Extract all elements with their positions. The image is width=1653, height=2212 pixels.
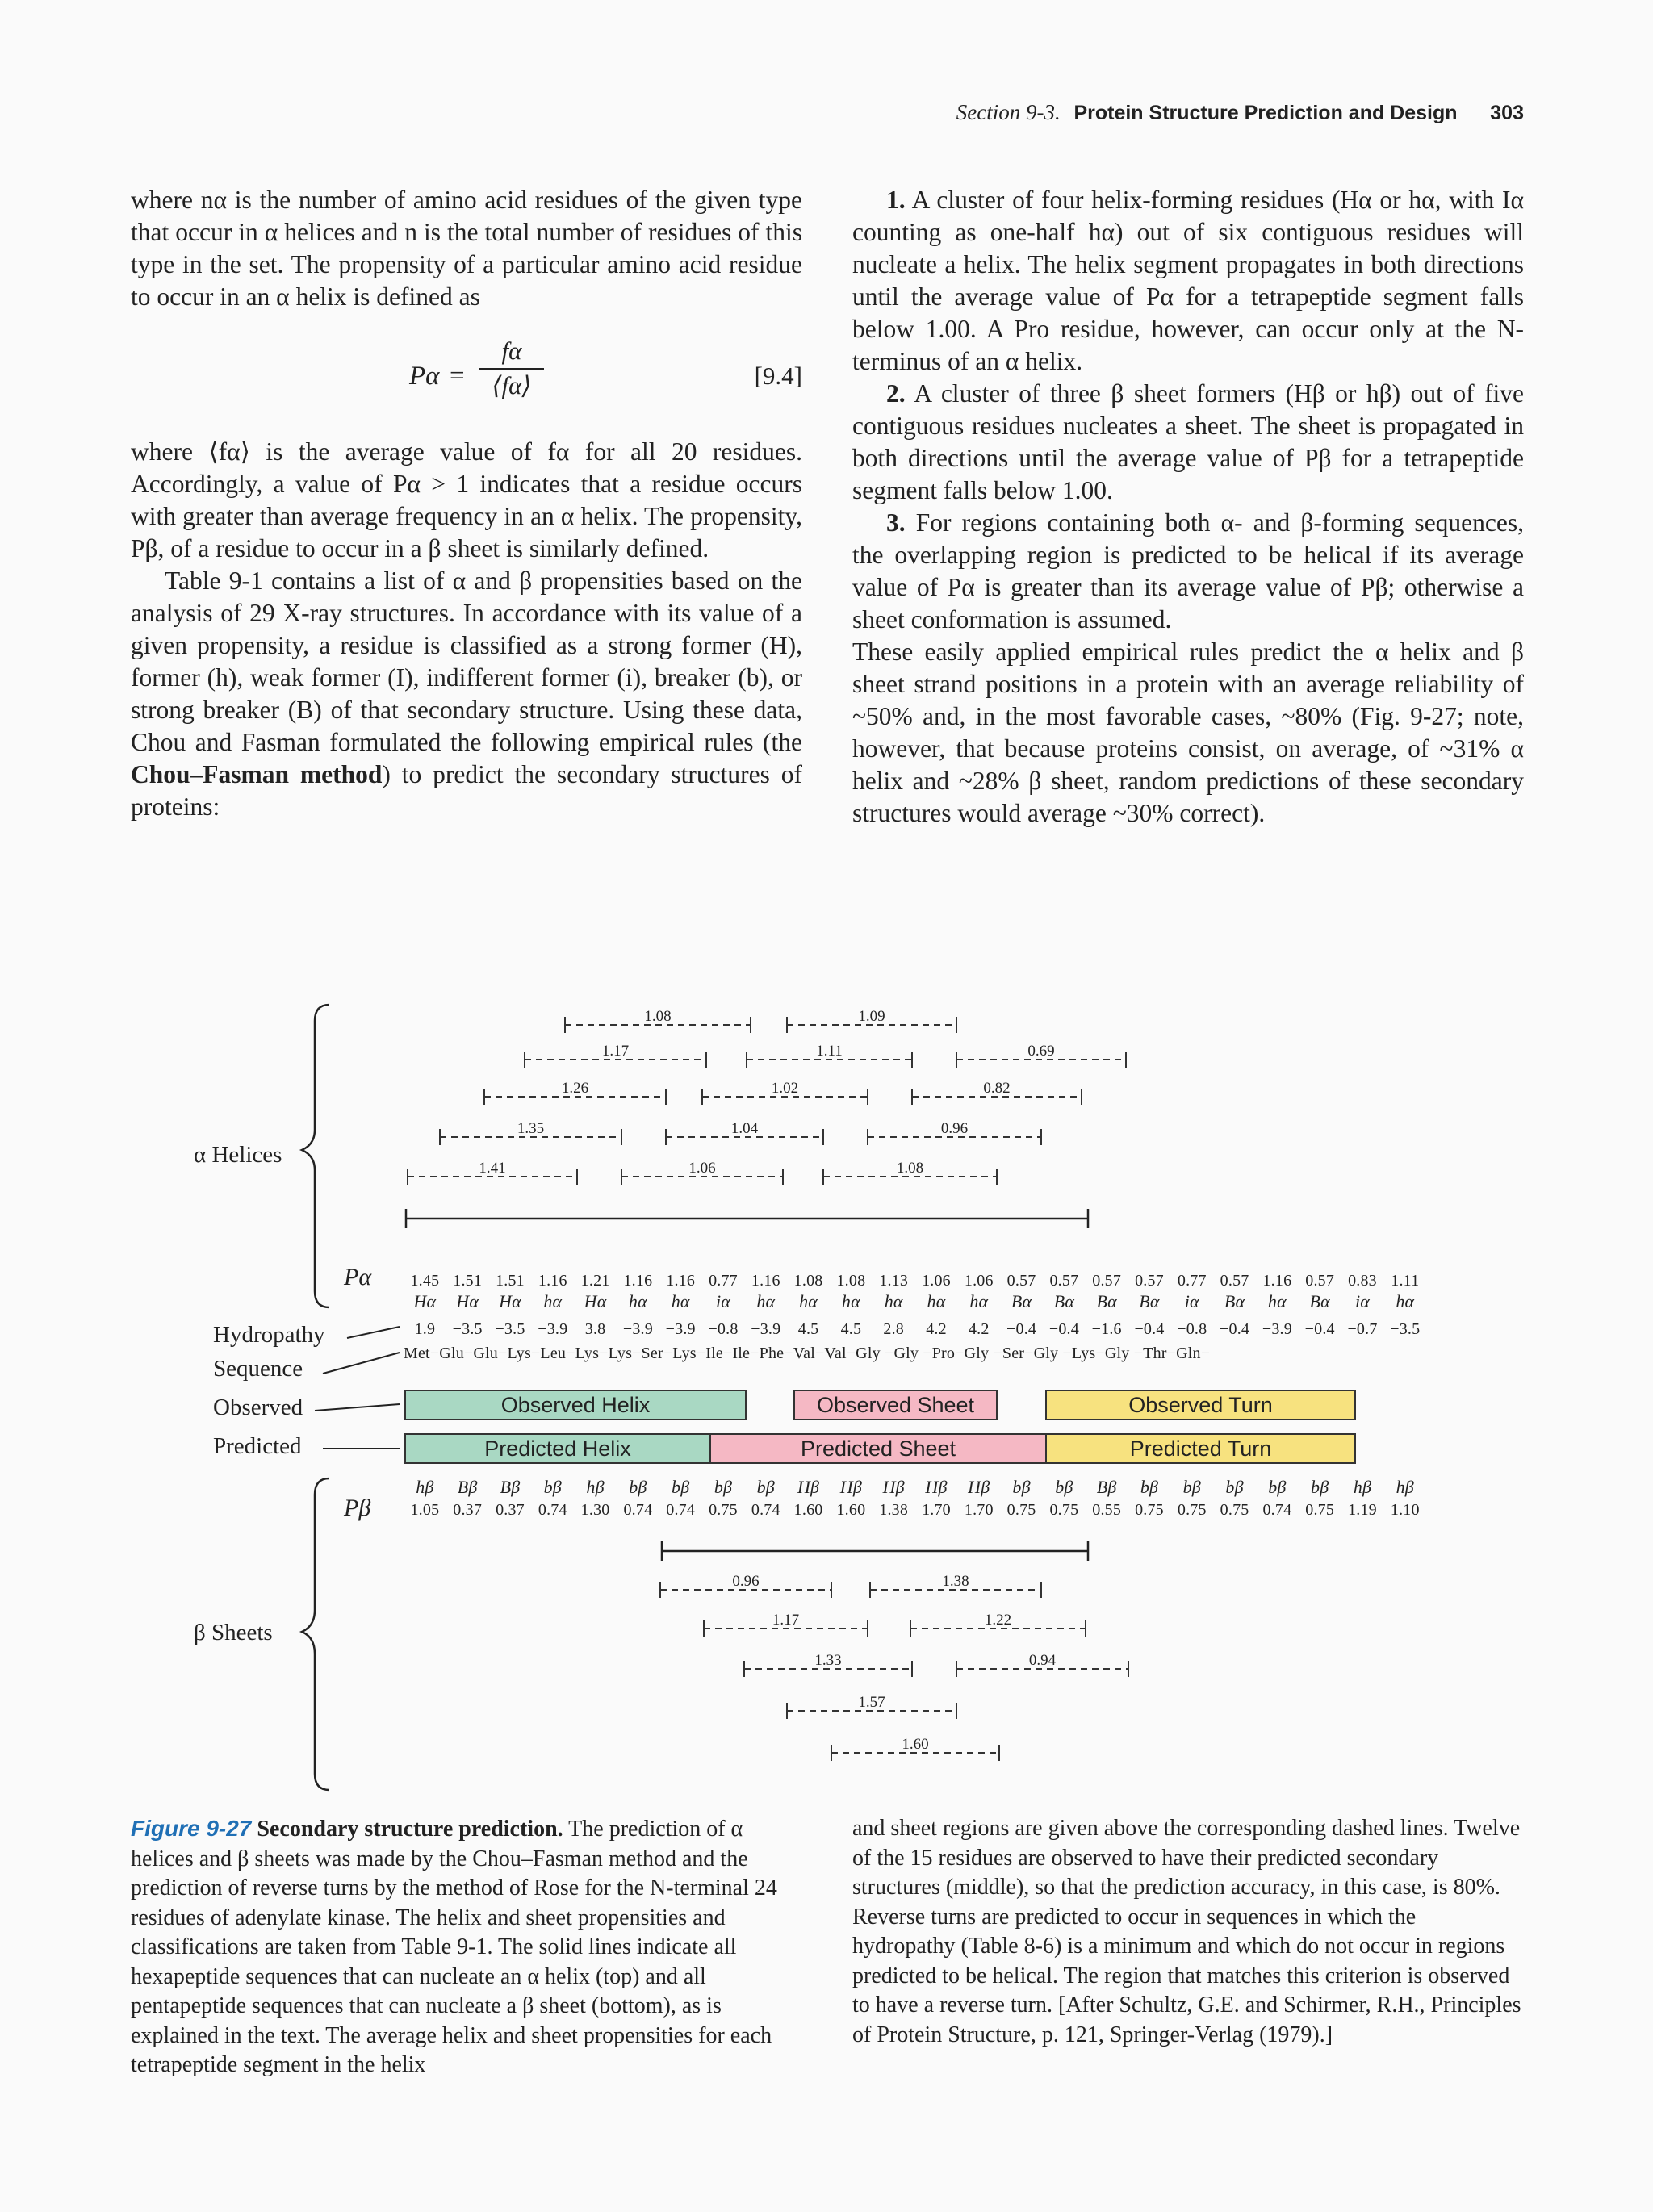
alpha-class: Bα <box>1309 1291 1330 1311</box>
p-alpha-value: 1.16 <box>751 1272 780 1290</box>
beta-class: Bβ <box>1096 1477 1117 1497</box>
alpha-segment-value: 1.26 <box>561 1080 589 1097</box>
alpha-class: hα <box>671 1291 690 1311</box>
alpha-segment-value: 1.35 <box>517 1120 545 1137</box>
page-number: 303 <box>1490 102 1524 124</box>
p-alpha-value: 0.57 <box>1092 1272 1122 1290</box>
alpha-segment-value: 1.41 <box>479 1160 506 1177</box>
beta-class: bβ <box>672 1477 690 1497</box>
left-column <box>131 184 802 823</box>
section-label: Section 9-3. <box>956 100 1061 124</box>
p-beta-label: Pβ <box>344 1495 371 1521</box>
beta-class: bβ <box>714 1477 733 1497</box>
alpha-segment-value: 1.11 <box>816 1043 843 1060</box>
p-beta-value: 1.05 <box>410 1501 440 1519</box>
p-beta-value: 1.10 <box>1390 1501 1420 1519</box>
beta-segment-value: 1.22 <box>984 1612 1012 1629</box>
hydropathy-value: −3.9 <box>751 1320 781 1338</box>
figure-caption-right <box>852 1814 1524 2050</box>
beta-class: hβ <box>586 1477 605 1497</box>
alpha-segment-value: 1.06 <box>688 1160 716 1177</box>
p-beta-value: 1.38 <box>879 1501 909 1519</box>
p-beta-value: 1.60 <box>793 1501 823 1519</box>
alpha-helices-label: α Helices <box>194 1142 282 1168</box>
observed-turn-band: Observed Turn <box>1045 1390 1356 1420</box>
p-alpha-value: 1.51 <box>496 1272 525 1290</box>
hydropathy-value: −1.6 <box>1091 1320 1122 1338</box>
hydropathy-value: 1.9 <box>414 1320 436 1338</box>
p-beta-value: 0.74 <box>1262 1501 1292 1519</box>
hydropathy-value: 3.8 <box>584 1320 606 1338</box>
alpha-class: Bα <box>1096 1291 1117 1311</box>
figure-title: Secondary structure prediction. <box>257 1817 563 1842</box>
hydropathy-value: −0.4 <box>1134 1320 1165 1338</box>
hydropathy-value: −0.8 <box>1177 1320 1207 1338</box>
p-alpha-value: 1.45 <box>410 1272 440 1290</box>
hydropathy-value: 4.5 <box>840 1320 862 1338</box>
p-alpha-value: 1.06 <box>922 1272 951 1290</box>
alpha-segment-value: 1.08 <box>896 1160 924 1177</box>
alpha-class: hα <box>927 1291 946 1311</box>
figure-9-27 <box>0 985 1653 1808</box>
p-alpha-value: 1.21 <box>580 1272 610 1290</box>
hydropathy-connector <box>347 1327 400 1338</box>
predicted-helix-band: Predicted Helix <box>404 1433 711 1464</box>
p-alpha-value: 1.08 <box>836 1272 866 1290</box>
beta-class: bβ <box>1140 1477 1159 1497</box>
beta-class: bβ <box>1311 1477 1329 1497</box>
hydropathy-value: −3.5 <box>495 1320 525 1338</box>
term-chou-fasman: Chou–Fasman method <box>131 760 383 788</box>
alpha-segment-value: 0.82 <box>983 1080 1011 1097</box>
beta-class: bβ <box>1225 1477 1244 1497</box>
p-alpha-value: 0.77 <box>1177 1272 1207 1290</box>
hydropathy-value: 4.5 <box>797 1320 819 1338</box>
p-beta-value: 0.74 <box>666 1501 696 1519</box>
beta-class: Hβ <box>882 1477 905 1497</box>
p-beta-value: 0.75 <box>1305 1501 1335 1519</box>
alpha-class: iα <box>1184 1291 1199 1311</box>
alpha-class: Bα <box>1011 1291 1032 1311</box>
alpha-class: iα <box>715 1291 731 1311</box>
alpha-class: Bα <box>1224 1291 1245 1311</box>
right-column <box>852 184 1524 830</box>
alpha-segment-value: 1.04 <box>730 1120 759 1137</box>
p-beta-value: 0.74 <box>623 1501 653 1519</box>
alpha-class: Hα <box>499 1291 521 1311</box>
beta-segment-value: 1.38 <box>942 1573 969 1590</box>
equation-9-4: Pα = $\frac{f\alpha}{⟨f\alpha⟩}$ [9.4] <box>131 328 802 424</box>
figure-label: Figure 9-27 <box>131 1816 252 1841</box>
beta-class: Bβ <box>457 1477 478 1497</box>
alpha-class: hα <box>756 1291 776 1311</box>
paragraph: where nα is the number of amino acid residues of the given type that occur in α helices and n is the total number of residues of this type in the set. The propensity of a particular amino acid residue to occur in an α helix is defined as <box>131 186 802 311</box>
p-beta-value: 0.75 <box>1049 1501 1079 1519</box>
caption-text: and sheet regions are given above the corresponding dashed lines. Twelve of the 15 residues are observed to have their predicted secondary structures (middle), so that the prediction accuracy, in this case, is 80%. Reverse turns are predicted to occur in sequences in which the hydropathy (Table 8-6) is a minimum and which do not occur in regions predicted to be helical. The region that matches this criterion is observed to have a reverse turn. [After Schultz, G.E. and Schirmer, R.H., Principles of Protein Structure, p. 121, Springer-Verlag (1979).] <box>852 1816 1521 2047</box>
p-beta-value: 0.37 <box>496 1501 525 1519</box>
sequence-connector <box>323 1353 400 1374</box>
alpha-class: hα <box>543 1291 563 1311</box>
equation-denominator: ⟨fα⟩ <box>492 371 532 399</box>
alpha-class: hα <box>884 1291 903 1311</box>
p-alpha-value: 0.57 <box>1220 1272 1249 1290</box>
alpha-class: hα <box>1396 1291 1415 1311</box>
alpha-segment-value: 0.69 <box>1027 1043 1055 1060</box>
equation-number: [9.4] <box>754 362 802 390</box>
p-alpha-value: 1.16 <box>1262 1272 1292 1290</box>
p-alpha-value: 1.08 <box>793 1272 823 1290</box>
beta-segment-value: 0.94 <box>1028 1652 1057 1669</box>
alpha-brace <box>302 1005 329 1307</box>
p-alpha-value: 0.57 <box>1049 1272 1079 1290</box>
alpha-segment-value: 1.17 <box>601 1043 630 1060</box>
predicted-label: Predicted <box>213 1433 302 1459</box>
alpha-class: iα <box>1354 1291 1371 1311</box>
hydropathy-value: −0.4 <box>1304 1320 1335 1338</box>
p-alpha-value: 0.77 <box>709 1272 738 1290</box>
beta-class: Hβ <box>968 1477 990 1497</box>
beta-class: bβ <box>756 1477 775 1497</box>
p-alpha-value: 1.11 <box>1391 1272 1420 1290</box>
alpha-class: Hα <box>413 1291 437 1311</box>
hydropathy-value: 4.2 <box>926 1320 947 1338</box>
beta-segment-value: 0.96 <box>732 1573 760 1590</box>
beta-class: hβ <box>1396 1477 1414 1497</box>
p-beta-value: 0.75 <box>709 1501 738 1519</box>
alpha-class: hα <box>841 1291 860 1311</box>
beta-segment-value: 1.57 <box>858 1694 885 1711</box>
figure-caption-left <box>131 1814 802 2080</box>
paragraph: where ⟨fα⟩ is the average value of fα for all 20 residues. Accordingly, a value of Pα > 1 indicates that a residue occurs with greater than average frequency in an α helix. The propensity, Pβ, of a residue to occur in a β sheet is similarly defined. <box>131 437 802 562</box>
alpha-class: Hα <box>456 1291 479 1311</box>
p-beta-value: 0.55 <box>1092 1501 1122 1519</box>
hydropathy-value: −0.4 <box>1220 1320 1250 1338</box>
p-beta-value: 0.75 <box>1006 1501 1036 1519</box>
alpha-class: Bα <box>1139 1291 1160 1311</box>
rule-2: 2. A cluster of three β sheet formers (Hβ or hβ) out of five contiguous residues nucleates a sheet. The sheet is propagated in both directions until the average value of Pβ for a tetrapeptide segment falls below 1.00. <box>852 379 1524 504</box>
hydropathy-value: −0.4 <box>1048 1320 1079 1338</box>
beta-brace <box>302 1478 329 1790</box>
p-alpha-value: 0.57 <box>1135 1272 1164 1290</box>
p-alpha-value: 1.51 <box>453 1272 483 1290</box>
hydropathy-value: −3.9 <box>622 1320 653 1338</box>
p-beta-value: 0.75 <box>1177 1501 1207 1519</box>
alpha-segment-value: 1.09 <box>858 1008 885 1025</box>
alpha-class: Hα <box>584 1291 607 1311</box>
predicted-sheet-band: Predicted Sheet <box>709 1433 1047 1464</box>
hydropathy-label: Hydropathy <box>213 1322 325 1348</box>
equation-lhs: Pα <box>409 362 440 391</box>
equation-numerator: fα <box>479 336 544 370</box>
beta-class: Hβ <box>797 1477 820 1497</box>
beta-class: Hβ <box>925 1477 948 1497</box>
hydropathy-value: −0.8 <box>708 1320 739 1338</box>
caption-text: The prediction of α helices and β sheets was made by the Chou–Fasman method and the prediction of reverse turns by the method of Rose for the N-terminal 24 residues of adenylate kinase. The helix and sheet propensities and classifications are taken from Table 9-1. The solid lines indicate all hexapeptide sequences that can nucleate an α helix (top) and all pentapeptide sequences that can nucleate a β sheet (bottom), as is explained in the text. The average helix and sheet propensities for each tetrapeptide segment in the helix <box>131 1817 777 2077</box>
hydropathy-value: −3.5 <box>452 1320 483 1338</box>
observed-helix-band: Observed Helix <box>404 1390 747 1420</box>
paragraph: Table 9-1 contains a list of α and β propensities based on the analysis of 29 X-ray structures. In accordance with its value of a given propensity, a residue is classified as a strong former (H), former (h), weak former (I), indifferent former (i), breaker (b), or strong breaker (B) of that secondary structure. Using these data, Chou and Fasman formulated the following empirical rules (the Chou–Fasman method) to predict the secondary structures of proteins: <box>131 567 802 821</box>
beta-segment-value: 1.60 <box>902 1736 929 1753</box>
p-alpha-value: 1.13 <box>879 1272 909 1290</box>
alpha-class: hα <box>1267 1291 1287 1311</box>
p-beta-value: 1.70 <box>964 1501 994 1519</box>
p-beta-value: 1.30 <box>580 1501 610 1519</box>
paragraph: These easily applied empirical rules predict the α helix and β sheet strand positions in a protein with an average reliability of ~50% and, in the most favorable cases, ~80% (Fig. 9-27; note, however, that because proteins consist, on average, of ~31% α helix and ~28% β sheet, random predictions of these secondary structures would average ~30% correct). <box>852 638 1524 827</box>
hydropathy-value: −3.5 <box>1390 1320 1421 1338</box>
beta-class: Hβ <box>839 1477 863 1497</box>
beta-class: bβ <box>1055 1477 1073 1497</box>
alpha-class: Bα <box>1053 1291 1075 1311</box>
alpha-segment-value: 0.96 <box>940 1120 969 1137</box>
observed-connector <box>315 1404 400 1411</box>
alpha-class: hα <box>799 1291 818 1311</box>
observed-sheet-band: Observed Sheet <box>793 1390 998 1420</box>
p-alpha-value: 1.16 <box>623 1272 653 1290</box>
alpha-class: hα <box>628 1291 647 1311</box>
p-beta-value: 0.74 <box>538 1501 567 1519</box>
equation-fraction <box>479 336 544 402</box>
beta-class: bβ <box>1182 1477 1201 1497</box>
p-alpha-value: 0.57 <box>1006 1272 1036 1290</box>
beta-class: bβ <box>1268 1477 1287 1497</box>
observed-label: Observed <box>213 1395 303 1420</box>
beta-sheets-label: β Sheets <box>194 1620 273 1645</box>
p-beta-value: 1.19 <box>1348 1501 1377 1519</box>
p-beta-value: 1.60 <box>836 1501 866 1519</box>
beta-class: hβ <box>1353 1477 1372 1497</box>
hydropathy-value: 2.8 <box>883 1320 904 1338</box>
beta-segment-value: 1.33 <box>814 1652 842 1669</box>
sequence-label: Sequence <box>213 1356 303 1382</box>
p-alpha-label: Pα <box>344 1264 372 1290</box>
chapter-title: Protein Structure Prediction and Design <box>1073 102 1458 124</box>
p-alpha-value: 1.16 <box>666 1272 696 1290</box>
beta-class: hβ <box>416 1477 434 1497</box>
beta-class: bβ <box>1012 1477 1031 1497</box>
alpha-class: hα <box>969 1291 989 1311</box>
hydropathy-value: −0.7 <box>1347 1320 1378 1338</box>
p-alpha-value: 1.06 <box>964 1272 994 1290</box>
rule-1: 1. A cluster of four helix-forming residues (Hα or hα, with Iα counting as one-half hα) out of six contiguous residues will nucleate a helix. The helix segment propagates in both directions until the average value of Pα for a tetrapeptide segment falls below 1.00. A Pro residue, however, can occur only at the N-terminus of an α helix. <box>852 186 1525 375</box>
p-beta-value: 0.37 <box>453 1501 483 1519</box>
p-beta-value: 1.70 <box>922 1501 951 1519</box>
hydropathy-value: −3.9 <box>1262 1320 1292 1338</box>
p-beta-value: 0.74 <box>751 1501 780 1519</box>
p-beta-value: 0.75 <box>1135 1501 1164 1519</box>
beta-class: bβ <box>543 1477 562 1497</box>
alpha-segment-value: 1.02 <box>771 1080 799 1097</box>
running-header <box>956 100 1524 125</box>
hydropathy-value: 4.2 <box>968 1320 990 1338</box>
hydropathy-value: −0.4 <box>1006 1320 1037 1338</box>
predicted-turn-band: Predicted Turn <box>1045 1433 1356 1464</box>
beta-class: Bβ <box>500 1477 521 1497</box>
beta-segment-value: 1.17 <box>772 1612 800 1629</box>
hydropathy-value: −3.9 <box>665 1320 696 1338</box>
beta-class: bβ <box>629 1477 647 1497</box>
p-alpha-value: 0.83 <box>1348 1272 1377 1290</box>
sequence-row: Met−Glu−Glu−Lys−Leu−Lys−Lys−Ser−Lys−Ile−Ile−Phe−Val−Val−Gly −Gly −Pro−Gly −Ser−Gly −Lys−Gly −Thr−Gln− <box>404 1344 1211 1362</box>
p-alpha-value: 1.16 <box>538 1272 567 1290</box>
hydropathy-value: −3.9 <box>538 1320 568 1338</box>
alpha-segment-value: 1.08 <box>644 1008 672 1025</box>
p-alpha-value: 0.57 <box>1305 1272 1335 1290</box>
rule-3: 3. For regions containing both α- and β-forming sequences, the overlapping region is predicted to be helical if its average value of Pα is greater than its average value of Pβ; otherwise a sheet conformation is assumed. <box>852 508 1524 633</box>
p-beta-value: 0.75 <box>1220 1501 1249 1519</box>
